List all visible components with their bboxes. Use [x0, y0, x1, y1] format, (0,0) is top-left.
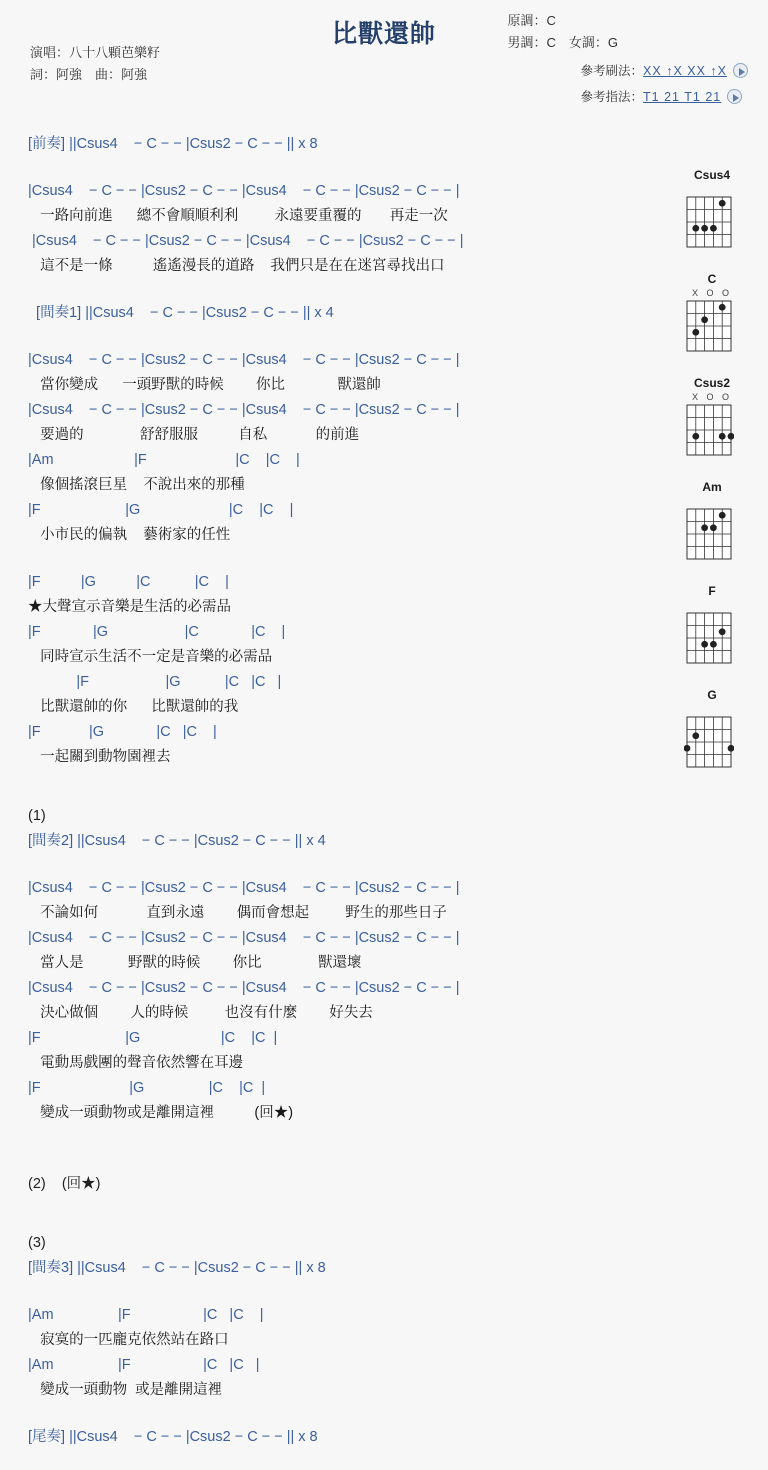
chord-diagram-g — [672, 688, 752, 774]
chord-line: [尾奏] ||Csus4 − C − − |Csus2 − C − − || x 8 — [28, 1429, 318, 1445]
lyric-line: 當你變成 一頭野獸的時候 你比 獸還帥 — [28, 377, 381, 393]
chord-line: |F |G |C |C | — [28, 1030, 278, 1046]
reference-block — [581, 58, 748, 110]
lyric-line: 變成一頭動物 或是離開這裡 — [28, 1382, 223, 1398]
chord-line: |Am |F |C |C | — [28, 452, 300, 468]
original-key-value: C — [546, 13, 556, 28]
chord-diagram-open-marks — [672, 184, 752, 194]
chord-diagram-grid — [684, 610, 740, 670]
chord-line: |F |G |C |C | — [28, 1080, 266, 1096]
singer-row — [30, 42, 160, 64]
chord-line: |Csus4 − C − − |Csus2 − C − − |Csus4 − C − − |Csus2 − C − − | — [28, 402, 460, 418]
chord-line: |Csus4 − C − − |Csus2 − C − − |Csus4 − C − − |Csus2 − C − − | — [28, 233, 464, 249]
chord-diagram-csus4 — [672, 168, 752, 254]
female-key-label: 女調： — [568, 35, 608, 50]
chord-line: |F |G |C |C | — [28, 574, 229, 590]
lyric-line: 小市民的偏執 藝術家的任性 — [28, 527, 231, 543]
chord-diagram-grid — [684, 298, 740, 358]
chord-diagram-open-marks — [672, 496, 752, 506]
lyric-line: 寂寞的一匹龐克依然站在路口 — [28, 1332, 229, 1348]
chord-diagram-csus2 — [672, 376, 752, 462]
lyric-line: ★大聲宣示音樂是生活的必需品 — [28, 599, 231, 615]
lyric-line: 一起關到動物園裡去 — [28, 749, 171, 765]
lyric-line: 變成一頭動物或是離開這裡 (回★) — [28, 1105, 294, 1121]
male-key-label: 男調： — [507, 35, 547, 50]
composer-value: 阿強 — [121, 67, 148, 82]
male-female-key-row — [507, 32, 618, 54]
play-icon[interactable] — [733, 63, 748, 78]
lyric-line: 像個搖滾巨星 不說出來的那種 — [28, 477, 245, 493]
chord-diagram-name: Csus2 — [693, 376, 731, 390]
lyric-line: 同時宣示生活不一定是音樂的必需品 — [28, 649, 273, 665]
chord-line: |F |G |C |C | — [28, 502, 294, 518]
chord-diagram-grid — [684, 194, 740, 254]
chord-diagram-open-marks — [672, 704, 752, 714]
lyric-line: 一路向前進 總不會順順利利 永遠要重覆的 再走一次 — [28, 208, 448, 224]
fingering-label: 參考指法： — [580, 90, 644, 104]
spacer — [0, 1160, 768, 1172]
chord-diagram-name: G — [707, 688, 717, 702]
chord-diagram-c — [672, 272, 752, 358]
chord-diagram-f — [672, 584, 752, 670]
fingering-row — [581, 84, 748, 110]
chord-line: |Csus4 − C − − |Csus2 − C − − |Csus4 − C − − |Csus2 − C − − | — [28, 183, 460, 199]
lyric-line: 比獸還帥的你 比獸還帥的我 — [28, 699, 239, 715]
lyric-line: 當人是 野獸的時候 你比 獸還壞 — [28, 955, 362, 971]
chord-diagram-grid — [684, 714, 740, 774]
chord-line: [前奏] ||Csus4 − C − − |Csus2 − C − − || x 8 — [28, 136, 318, 152]
chord-line: |F |G |C |C | — [28, 624, 286, 640]
sheet-header — [0, 0, 768, 120]
chord-lyric-body — [0, 120, 768, 1470]
lyric-line: 要過的 舒舒服服 自私 的前進 — [28, 427, 360, 443]
spacer — [0, 157, 768, 179]
chord-diagram-name: Am — [702, 480, 722, 494]
chord-line: [間奏1] ||Csus4 − C − − |Csus2 − C − − || x 4 — [28, 305, 334, 321]
chord-line: |Am |F |C |C | — [28, 1307, 264, 1323]
page-title: 比獸還帥 — [331, 20, 436, 48]
key-spacer — [556, 35, 569, 50]
writer-label: 詞： — [30, 67, 57, 82]
spacer — [0, 279, 768, 301]
chord-line: [間奏2] ||Csus4 − C − − |Csus2 − C − − || x 4 — [28, 833, 326, 849]
section-marker: (1) — [28, 808, 46, 824]
original-key-row — [507, 10, 618, 32]
fingering-value[interactable]: T1 21 T1 21 — [643, 90, 722, 104]
lyric-line: 不論如何 直到永遠 偶而會想起 野生的那些日子 — [28, 905, 447, 921]
credits-block — [30, 42, 160, 86]
chord-diagram-open-marks: X O O — [691, 288, 732, 298]
writer-value: 阿強 — [56, 67, 83, 82]
spacer — [0, 770, 768, 804]
lyric-line: 決心做個 人的時候 也沒有什麼 好失去 — [28, 1005, 373, 1021]
chord-diagram-name: C — [707, 272, 717, 286]
lyric-line: 電動馬戲團的聲音依然響在耳邊 — [28, 1055, 244, 1071]
lyric-line: 這不是一條 遙遙漫長的道路 我們只是在在迷宮尋找出口 — [28, 258, 445, 274]
chord-line: |F |G |C |C | — [28, 674, 282, 690]
spacer — [0, 120, 768, 132]
chord-diagram-name: Csus4 — [693, 168, 731, 182]
spacer — [0, 1126, 768, 1160]
writer-row — [30, 64, 160, 86]
chord-diagram-open-marks: X O O — [691, 392, 732, 402]
male-key-value: C — [546, 35, 556, 50]
section-marker: (3) — [28, 1235, 46, 1251]
chord-diagram-grid — [684, 506, 740, 566]
spacer — [0, 1197, 768, 1231]
credits-spacer — [82, 67, 95, 82]
play-icon[interactable] — [727, 89, 742, 104]
spacer — [0, 1403, 768, 1425]
composer-label: 曲： — [95, 67, 122, 82]
singer-value: 八十八顆芭樂籽 — [69, 45, 161, 60]
strum-row — [581, 58, 748, 84]
chord-line: |Csus4 − C − − |Csus2 − C − − |Csus4 − C − − |Csus2 − C − − | — [28, 880, 460, 896]
chord-diagram-am — [672, 480, 752, 566]
spacer — [0, 1281, 768, 1303]
spacer — [0, 854, 768, 876]
strum-label: 參考刷法： — [580, 64, 644, 78]
chord-diagram-open-marks — [672, 600, 752, 610]
original-key-label: 原調： — [507, 13, 547, 28]
chord-line: |Csus4 − C − − |Csus2 − C − − |Csus4 − C − − |Csus2 − C − − | — [28, 930, 460, 946]
female-key-value: G — [607, 35, 618, 50]
section-marker: (2) (回★) — [28, 1176, 101, 1192]
singer-label: 演唱： — [30, 45, 70, 60]
chord-line: |Csus4 − C − − |Csus2 − C − − |Csus4 − C − − |Csus2 − C − − | — [28, 352, 460, 368]
chord-diagram-grid — [684, 402, 740, 462]
strum-value[interactable]: XX ↑X XX ↑X — [643, 64, 727, 78]
chord-diagram-column — [672, 168, 752, 792]
chord-line: |F |G |C |C | — [28, 724, 217, 740]
chord-line: |Csus4 − C − − |Csus2 − C − − |Csus4 − C − − |Csus2 − C − − | — [28, 980, 460, 996]
chord-diagram-name: F — [708, 584, 716, 598]
chord-line: |Am |F |C |C | — [28, 1357, 260, 1373]
chord-line: [間奏3] ||Csus4 − C − − |Csus2 − C − − || x 8 — [28, 1260, 326, 1276]
key-info-block — [507, 10, 618, 54]
spacer — [0, 326, 768, 348]
spacer — [0, 548, 768, 570]
